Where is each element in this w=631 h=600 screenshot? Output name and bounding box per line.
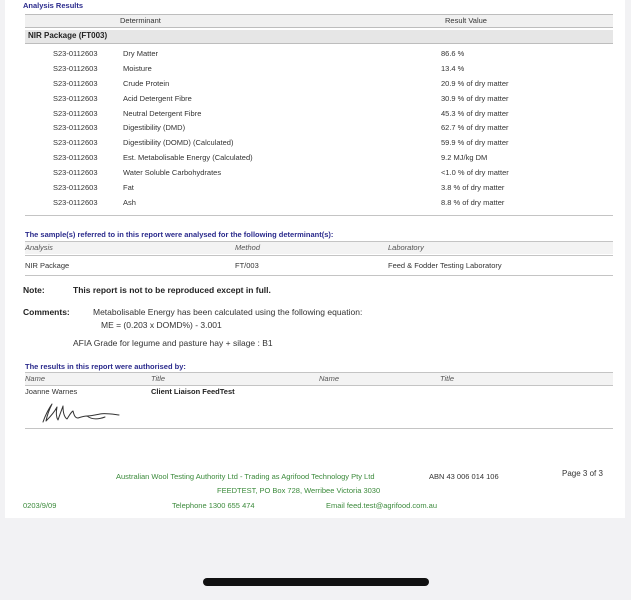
divider [25, 385, 613, 386]
package-bar [25, 30, 613, 44]
page-number: Page 3 of 3 [562, 469, 603, 478]
authorised-table-header [25, 373, 613, 385]
analysed-table-header [25, 242, 613, 254]
result-value-header: Result Value [445, 16, 487, 25]
divider [25, 255, 613, 256]
divider [25, 215, 613, 216]
note-label: Note: [23, 285, 45, 295]
table-row: S23-0112603 Est. Metabolisable Energy (Calculated) 9.2 MJ/kg DM [53, 153, 488, 163]
home-indicator[interactable] [203, 578, 429, 586]
package-title: NIR Package (FT003) [28, 31, 108, 40]
comment-line-3: AFIA Grade for legume and pasture hay + silage : B1 [73, 338, 273, 348]
authorised-heading: The results in this report were authorised by: [25, 362, 186, 371]
analysis-header: Analysis [25, 243, 53, 252]
laboratory-cell: Feed & Fodder Testing Laboratory [388, 261, 502, 270]
footer-address: FEEDTEST, PO Box 728, Werribee Victoria 3030 [217, 486, 381, 495]
table-row: S23-0112603 Digestibility (DOMD) (Calculated) 59.9 % of dry matter [53, 138, 509, 148]
signature [35, 400, 125, 426]
name-header-2: Name [319, 374, 340, 383]
laboratory-header: Laboratory [388, 243, 424, 252]
comment-line-2: ME = (0.203 x DOMD%) - 3.001 [101, 320, 222, 330]
determinant-header: Determinant [120, 16, 161, 25]
report-page [5, 0, 625, 518]
results-table [25, 48, 613, 212]
analysis-results-heading: Analysis Results [23, 1, 84, 10]
table-row: S23-0112603 Fat 3.8 % of dry matter [53, 183, 505, 193]
table-row: S23-0112603 Acid Detergent Fibre 30.9 % of dry matter [53, 93, 509, 103]
footer-abn: ABN 43 006 014 106 [429, 472, 499, 481]
table-row: S23-0112603 Moisture 13.4 % [53, 63, 465, 73]
table-row: S23-0112603 Digestibility (DMD) 62.7 % of dry matter [53, 123, 509, 133]
table-row: S23-0112603 Crude Protein 20.9 % of dry matter [53, 78, 509, 88]
title-header-1: Title [151, 374, 166, 383]
results-table-header [25, 14, 613, 28]
analysis-cell: NIR Package [25, 261, 70, 270]
analysed-heading: The sample(s) referred to in this report were analysed for the following determinant(s): [25, 230, 334, 239]
divider [25, 428, 613, 429]
footer-email: Email feed.test@agrifood.com.au [326, 501, 438, 510]
divider [25, 275, 613, 276]
footer-telephone: Telephone 1300 655 474 [172, 501, 255, 510]
method-header: Method [235, 243, 261, 252]
title-header-2: Title [440, 374, 455, 383]
footer-code: 0203/9/09 [23, 501, 57, 510]
authoriser-name: Joanne Warnes [25, 387, 78, 396]
comments-label: Comments: [23, 307, 70, 317]
table-row: S23-0112603 Water Soluble Carbohydrates <1.0 % of dry matter [53, 168, 509, 178]
authoriser-role: Client Liaison FeedTest [151, 387, 235, 396]
footer-company: Australian Wool Testing Authority Ltd - Trading as Agrifood Technology Pty Ltd [116, 472, 375, 481]
comment-line-1: Metabolisable Energy has been calculated using the following equation: [93, 307, 363, 317]
method-cell: FT/003 [235, 261, 259, 270]
name-header-1: Name [25, 374, 46, 383]
table-row: S23-0112603 Ash 8.8 % of dry matter [53, 197, 505, 207]
note-text: This report is not to be reproduced except in full. [73, 285, 271, 295]
table-row: S23-0112603 Dry Matter 86.6 % [53, 49, 465, 58]
table-row: S23-0112603 Neutral Detergent Fibre 45.3 % of dry matter [53, 108, 509, 118]
